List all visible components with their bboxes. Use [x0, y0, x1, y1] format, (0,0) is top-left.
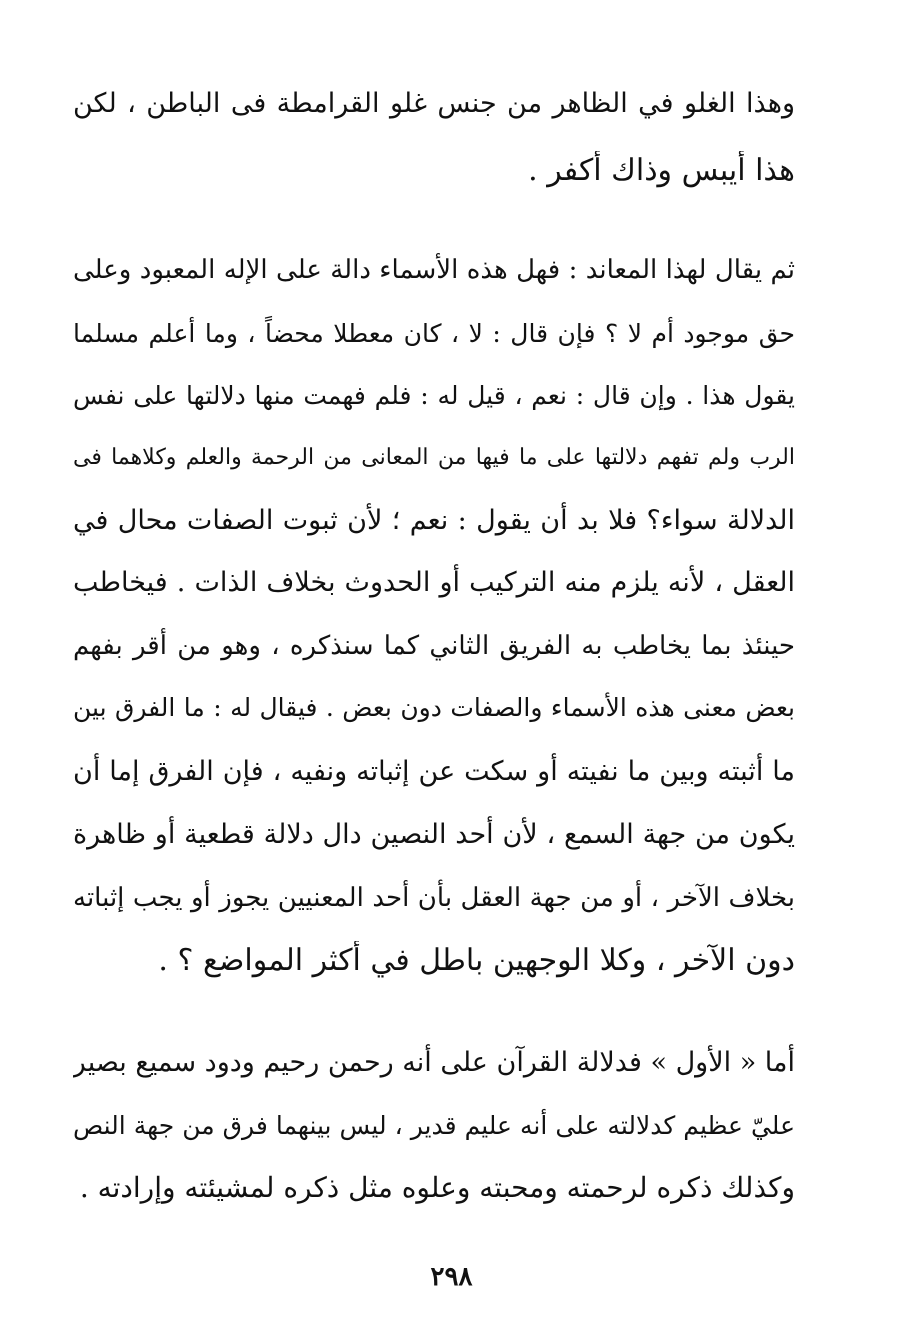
text-line: حق موجود أم لا ؟ فإن قال : لا ، كان معطلا محضاً ، وما أعلم مسلما [73, 319, 795, 348]
text-line: أما « الأول » فدلالة القرآن على أنه رحمن رحيم ودود سميع بصير [73, 1047, 795, 1078]
text-line: بخلاف الآخر ، أو من جهة العقل بأن أحد المعنيين يجوز أو يجب إثباته [73, 883, 795, 913]
text-line: يقول هذا . وإن قال : نعم ، قيل له : فلم فهمت منها دلالتها على نفس [73, 381, 795, 410]
text-line: ثم يقال لهذا المعاند : فهل هذه الأسماء دالة على الإله المعبود وعلى [73, 255, 795, 285]
text-line: هذا أيبس وذاك أكفر . [528, 153, 795, 188]
text-line: الرب ولم تفهم دلالتها على ما فيها من المعانى من الرحمة والعلم وكلاهما فى [73, 445, 795, 470]
text-line: وهذا الغلو في الظاهر من جنس غلو القرامطة فى الباطن ، لكن [73, 88, 795, 119]
text-line: يكون من جهة السمع ، لأن أحد النصين دال دلالة قطعية أو ظاهرة [73, 819, 795, 850]
text-line: ما أثبته وبين ما نفيته أو سكت عن إثباته ونفيه ، فإن الفرق إما أن [73, 756, 795, 787]
text-line: بعض معنى هذه الأسماء والصفات دون بعض . فيقال له : ما الفرق بين [73, 693, 795, 722]
text-line: عليّ عظيم كدلالته على أنه عليم قدير ، ليس بينهما فرق من جهة النص [73, 1111, 795, 1140]
text-line: دون الآخر ، وكلا الوجهين باطل في أكثر المواضع ؟ . [158, 943, 795, 978]
text-line: العقل ، لأنه يلزم منه التركيب أو الحدوث بخلاف الذات . فيخاطب [73, 567, 795, 598]
text-line: وكذلك ذكره لرحمته ومحبته وعلوه مثل ذكره لمشيئته وإرادته . [79, 1171, 795, 1204]
page-number: ٢٩٨ [430, 1262, 473, 1292]
text-line: الدلالة سواء؟ فلا بد أن يقول : نعم ؛ لأن ثبوت الصفات محال في [73, 505, 795, 536]
text-line: حينئذ بما يخاطب به الفريق الثاني كما سنذكره ، وهو من أقر بفهم [73, 631, 795, 661]
